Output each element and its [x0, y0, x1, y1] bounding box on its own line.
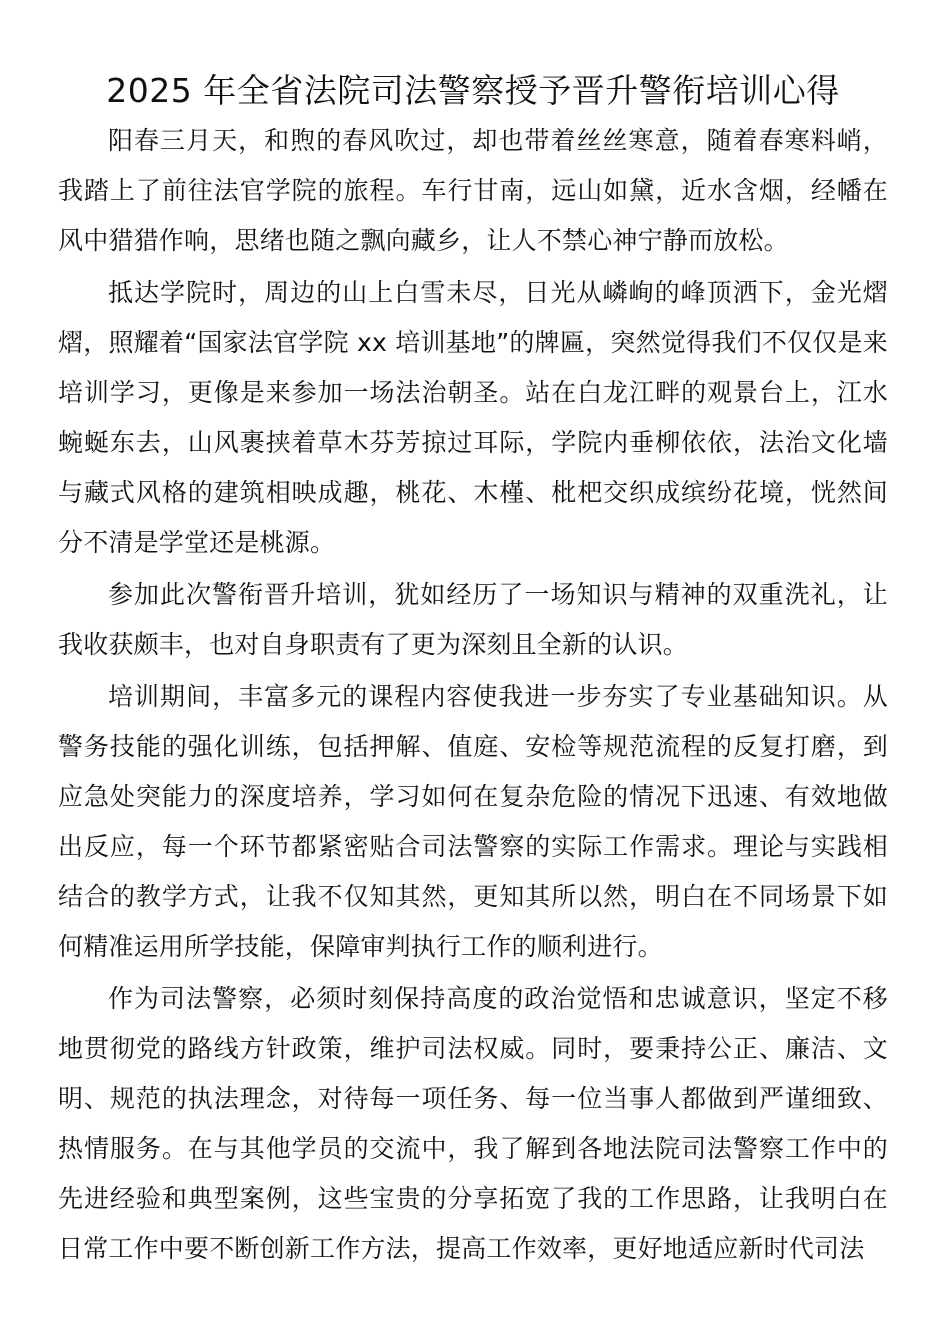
paragraph-course-content: 培训期间，丰富多元的课程内容使我进一步夯实了专业基础知识。从警务技能的强化训练，包括押解、值庭、安检等规范流程的反复打磨，到应急处突能力的深度培养，学习如何在复杂危险的情况下迅速、有效地做出反应，每一个环节都紧密贴合司法警察的实际工作需求。理论与实践相结合的教学方式，让我不仅知其然，更知其所以然，明白在不同场景下如何精准运用所学技能，保障审判执行工作的顺利进行。: [58, 682, 888, 961]
document-page: [58, 68, 888, 1276]
paragraph-police-duty: 作为司法警察，必须时刻保持高度的政治觉悟和忠诚意识，坚定不移地贯彻党的路线方针政策，维护司法权威。同时，要秉持公正、廉洁、文明、规范的执法理念，对待每一项任务、每一位当事人都做到严谨细致、热情服务。在与其他学员的交流中，我了解到各地法院司法警察工作中的先进经验和典型案例，这些宝贵的分享拓宽了我的工作思路，让我明白在日常工作中要不断创新工作方法，提高工作效率，更好地适应新时代司法: [58, 984, 888, 1263]
document-title: 2025 年全省法院司法警察授予晋升警衔培训心得: [106, 71, 840, 110]
paragraph-arrival-journey: 阳春三月天，和煦的春风吹过，却也带着丝丝寒意，随着春寒料峭，我踏上了前往法官学院的旅程。车行甘南，远山如黛，近水含烟，经幡在风中猎猎作响，思绪也随之飘向藏乡，让人不禁心神宁静而放松。: [58, 126, 888, 255]
paragraph-academy-scenery: 抵达学院时，周边的山上白雪未尽，日光从嶙峋的峰顶洒下，金光熠熠，照耀着“国家法官学院 xx 培训基地”的牌匾，突然觉得我们不仅仅是来培训学习，更像是来参加一场法治朝圣。站在白龙江畔的观景台上，江水蜿蜒东去，山风裹挟着草木芬芳掠过耳际，学院内垂柳依依，法治文化墙与藏式风格的建筑相映成趣，桃花、木槿、枇杷交织成缤纷花境，恍然间分不清是学堂还是桃源。: [58, 278, 888, 557]
paragraph-training-gains: 参加此次警衔晋升培训，犹如经历了一场知识与精神的双重洗礼，让我收获颇丰，也对自身职责有了更为深刻且全新的认识。: [58, 580, 888, 659]
